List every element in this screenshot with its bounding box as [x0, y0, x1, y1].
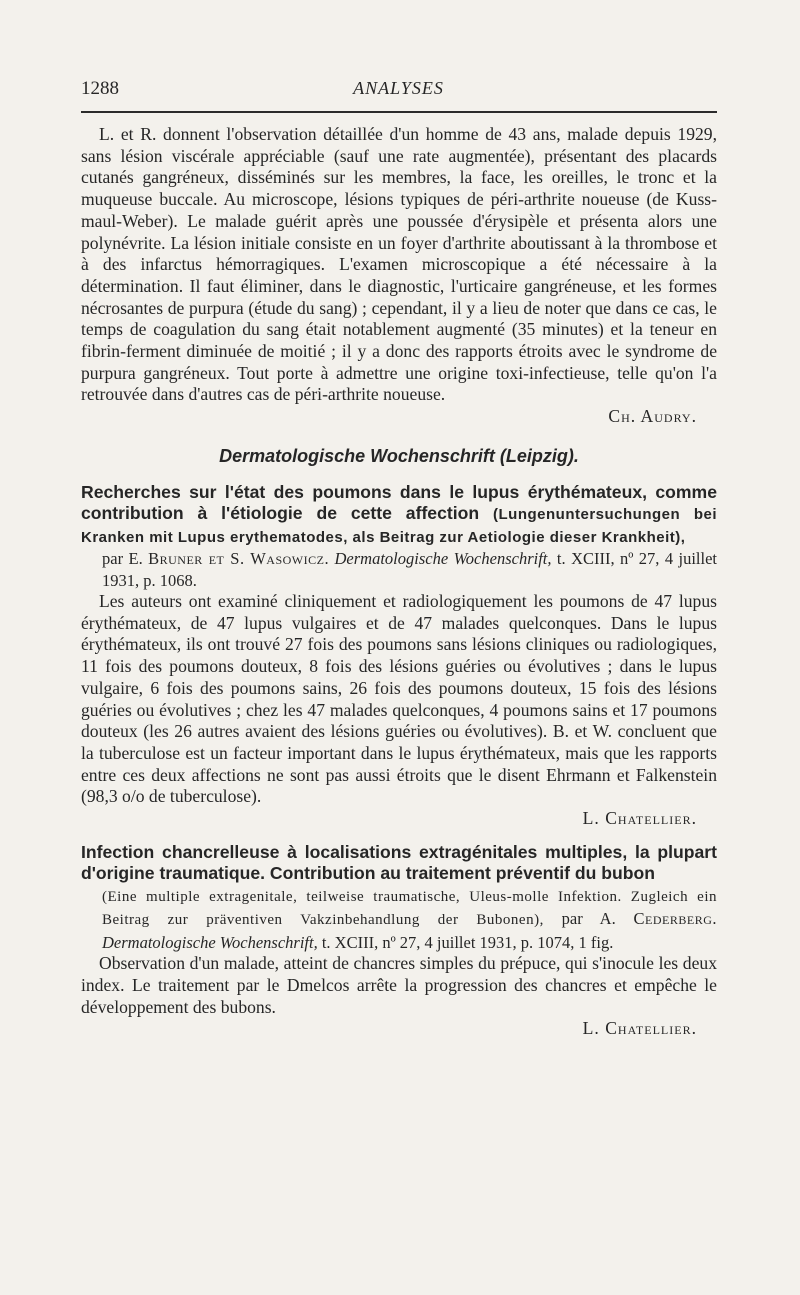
running-title: ANALYSES — [353, 78, 444, 98]
journal-name: Dermatologische Wochenschrift, — [102, 932, 318, 952]
page-number: 1288 — [81, 78, 119, 99]
body-paragraph: Les auteurs ont examiné cliniquement et radiologiquement les poumons de 47 lupus érythémateux, de 47 lupus vulgaires et de 47 malades quelconques. Dans le lupus érythémateux, ils ont trouvé 27 fois des poumons sans lésions cliniques ou radiologiques, 11 fois des poumons douteux, 8 fois des lésions guéries ou évolutives ; dans le lupus vulgaire, 6 fois des poumons sains, 26 fois des poumons douteux, 15 fois des lésions guéries ou évolutives ; chez les 47 malades quelconques, 4 poumons sains et 17 poumons douteux (les 26 autres avaient des lésions guéries ou évolutives). B. et W. concluent que la tuberculose est un facteur important dans le lupus érythémateux, mais que les rapports entre ces deux affections ne sont pas aussi étroits que le disent Ehrmann et Falkenstein (98,3 o/o de tuberculose). — [81, 591, 717, 807]
header-rule — [81, 111, 717, 113]
article-reference: (Eine multiple extragenitale, teilweise traumatische, Uleus-molle Infektion. Zugleich ein Beitrag zur präventiven Vakzinbehandlung der Bubonen), par A. Cederberg. Dermatologische Wochenschrift, t. XCIII, nº 27, 4 juillet 1931, p. 1074, 1 fig. — [102, 888, 718, 952]
body-paragraph: Observation d'un malade, atteint de chancres simples du prépuce, qui s'inocule les deux index. Le traitement par le Dmelcos arrête la progression des chancres et empêche le développement des bubons. — [81, 953, 717, 1017]
article-1 — [81, 482, 717, 830]
article-title: Recherches sur l'état des poumons dans le lupus érythémateux, comme contribution à l'étiologie de cette affection (Lungenuntersuchungen bei Kranken mit Lupus erythematodes, als Beitrag zur Aetiologie dieser Krankheit), — [81, 481, 718, 546]
article-title: Infection chancrelleuse à localisations extragénitales multiples, la plupart d'origine traumatique. Contribution au traitement préventif du bubon — [81, 841, 717, 884]
signature: L. Chatellier. — [582, 808, 697, 829]
original-title: (Lungenuntersuchungen bei Kranken mit Lupus erythematodes, als Beitrag zur Aetiologie dieser Krankheit), — [81, 506, 718, 546]
body-paragraph: L. et R. donnent l'observation détaillée d'un homme de 43 ans, malade depuis 1929, sans lésion viscérale appréciable (sauf une rate augmentée), présentant des placards cutanés gangréneux, disséminés sur les membres, la face, les oreilles, le tronc et la muqueuse buccale. Au microscope, lésions typiques de péri-arthrite noueuse (de Kuss-maul-Weber). Le malade guérit après une poussée d'érysipèle et présenta alors une polynévrite. La lésion initiale consiste en un foyer d'arthrite aboutissant à la thrombose et à des infarctus hémorragiques. L'examen microscopique a été nécessaire à la détermination. Il faut éliminer, dans le diagnostic, l'urticaire gangréneuse, et les formes nécrosantes de purpura (étude du sang) ; cependant, il y a lieu de noter que dans ce cas, le temps de coagulation du sang était notablement augmenté (35 minutes) et la teneur en fibrin-ferment diminuée de moitié ; il y a donc des rapports étroits avec le syndrome de purpura gangréneux. Tout porte à admettre une origine toxi-infectieuse, telle qu'on l'a retrouvée dans d'autres cas de péri-arthrite noueuse. — [81, 124, 717, 405]
article-2 — [81, 842, 717, 1040]
authors: Bruner et S. Wasowicz. — [148, 549, 330, 569]
journal-name: Dermatologische Wochenschrift, — [334, 549, 552, 569]
running-head — [81, 78, 716, 102]
signature: Ch. Audry. — [608, 406, 697, 427]
article-reference: par E. Bruner et S. Wasowicz. Dermatologische Wochenschrift, t. XCIII, nº 27, 4 juillet 1931, p. 1068. — [102, 549, 718, 590]
original-title: (Eine multiple extragenitale, teilweise traumatische, Uleus-molle Infektion. Zugleich ein Beitrag zur präventiven Vakzinbehandlung der Bubonen), — [102, 888, 717, 929]
page-content — [81, 124, 717, 1040]
journal-heading: Dermatologische Wochenschrift (Leipzig). — [219, 445, 579, 466]
signature: L. Chatellier. — [582, 1018, 697, 1039]
authors: Cederberg. — [633, 909, 718, 929]
